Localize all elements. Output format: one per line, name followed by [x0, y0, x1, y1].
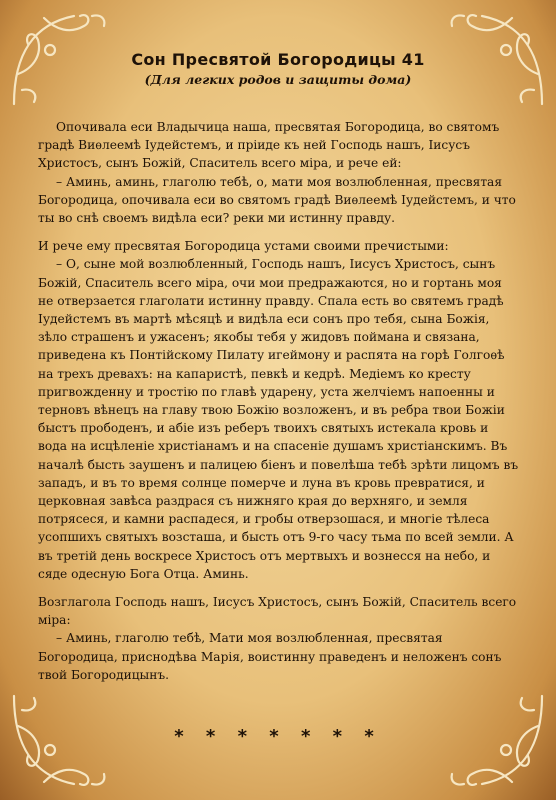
- paragraph-reply: – Аминь, глаголю тебѣ, Мати моя возлюбленная, пресвятая Богородица, приснодѣва Марія, воистинну праведенъ и неложенъ сонъ твой Богородицынъ.: [38, 631, 502, 682]
- paragraph-1: [38, 118, 520, 227]
- paragraph-reply: – О, сыне мой возлюбленный, Господь нашъ, Іисусъ Христосъ, сынъ Божій, Спаситель всего міра, очи мои предражаются, но и гортань моя не отверзается глаголати истинну правду. Спала есть во святемъ градѣ Іудейстемъ въ мартѣ мѣсяцѣ и видѣла еси сонъ про тебя, сына Божія, зѣло страшенъ и ужасенъ; якобы тебя у жидовъ поймана и связана, приведена къ Понтійскому Пилату игеймону и распята на горѣ Голгоѳѣ на трехъ древахъ: на капаристѣ, певкѣ и кедрѣ. Медіемъ ко кресту пригвожденну и тростію по главѣ ударену, уста желчіемъ напоенны и терновъ вѣнецъ на главу твою Божію возложенъ, и въ ребра твои Божіи быстъ прободенъ, и абіе изъ реберъ твоихъ святыхъ истекала кровь и вода на исцѣленіе христіанамъ и на спасеніе душамъ христіанскимъ. Въ началѣ бысть заушенъ и палицею біенъ и повелѣша тебѣ зрѣти лицомъ въ западъ, и въ то время солнце померче и луна въ кровь превратися, и церковная завѣса раздрася съ нижняго края до верхняго, и земля потрясеся, и камни распадеся, и гробы отверзошася, и многіе тѣлеса усопшихъ святыхъ возсташа, и бысть отъ 9-го часу тьма по всей земли. А въ третій день воскресе Христосъ отъ мертвыхъ и вознесся на небо, и сяде одесную Бога Отца. Аминь.: [38, 257, 519, 581]
- paragraph-intro: Опочивала еси Владычица наша, пресвятая Богородица, во святомъ градѣ Виѳлеемѣ Іудейстемъ, и пріиде къ ней Господь нашъ, Іисусъ Христосъ, сынъ Божій, Спаситель всего міра, и рече ей:: [38, 120, 500, 171]
- footer-stars: * * * * * * *: [174, 726, 382, 747]
- paragraph-3: [38, 593, 520, 684]
- prayer-text: [38, 118, 520, 694]
- paragraph-reply: – Аминь, аминь, глаголю тебѣ, о, мати моя возлюбленная, пресвятая Богородица, опочивала еси во святомъ градѣ Виѳлеемѣ Іудейстемъ, и что ты во снѣ своемъ видѣла еси? реки ми истинну правду.: [38, 174, 516, 226]
- page-subtitle: (Для легких родов и защиты дома): [144, 72, 412, 87]
- page-title: Сон Пресвятой Богородицы 41: [131, 50, 425, 69]
- paragraph-intro: Возглагола Господь нашъ, Іисусъ Христосъ, сынъ Божій, Спаситель всего міра:: [38, 595, 517, 628]
- paragraph-intro: И рече ему пресвятая Богородица устами своими пречистыми:: [38, 239, 449, 254]
- paragraph-2: [38, 237, 520, 583]
